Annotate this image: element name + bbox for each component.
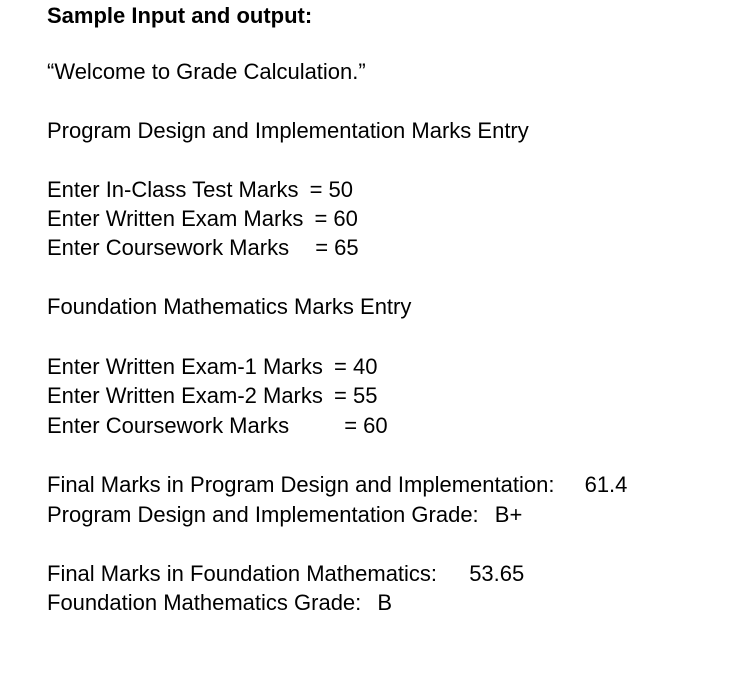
pdi-inclass-value: = 50	[309, 177, 354, 202]
pdi-inclass-label: Enter In-Class Test Marks	[47, 177, 299, 202]
fm-section-title: Foundation Mathematics Marks Entry	[47, 294, 412, 319]
pdi-final-value: 61.4	[584, 472, 628, 497]
pdi-section-title: Program Design and Implementation Marks Entry	[47, 118, 529, 143]
pdi-final-label: Final Marks in Program Design and Implementation:	[47, 472, 555, 497]
fm-coursework-value: = 60	[344, 413, 388, 438]
fm-coursework-label: Enter Coursework Marks	[47, 413, 290, 438]
pdi-grade-label: Program Design and Implementation Grade:	[47, 502, 479, 527]
page-heading: Sample Input and output:	[47, 3, 313, 28]
fm-final-label: Final Marks in Foundation Mathematics:	[47, 561, 438, 586]
pdi-grade-value: B+	[494, 502, 523, 527]
fm-grade-label: Foundation Mathematics Grade:	[47, 590, 362, 615]
pdi-final-row	[47, 472, 627, 498]
fm-exam2-value: = 55	[334, 383, 378, 408]
fm-exam1-value: = 40	[334, 354, 378, 379]
pdi-grade-row	[47, 502, 522, 528]
fm-exam1-row	[47, 354, 377, 380]
fm-final-value: 53.65	[469, 561, 525, 586]
fm-exam1-label: Enter Written Exam-1 Marks	[47, 354, 323, 379]
pdi-inclass-row	[47, 177, 353, 203]
welcome-message: “Welcome to Grade Calculation.”	[47, 59, 366, 84]
fm-exam2-label: Enter Written Exam-2 Marks	[47, 383, 323, 408]
pdi-written-value: = 60	[314, 206, 358, 231]
pdi-coursework-label: Enter Coursework Marks	[47, 235, 290, 260]
fm-coursework-row	[47, 413, 388, 439]
pdi-coursework-row	[47, 235, 359, 261]
fm-final-row	[47, 561, 524, 587]
pdi-coursework-value: = 65	[315, 235, 359, 260]
fm-grade-value: B	[377, 590, 393, 615]
fm-grade-row	[47, 590, 392, 616]
fm-exam2-row	[47, 383, 377, 409]
pdi-written-row	[47, 206, 358, 232]
pdi-written-label: Enter Written Exam Marks	[47, 206, 304, 231]
